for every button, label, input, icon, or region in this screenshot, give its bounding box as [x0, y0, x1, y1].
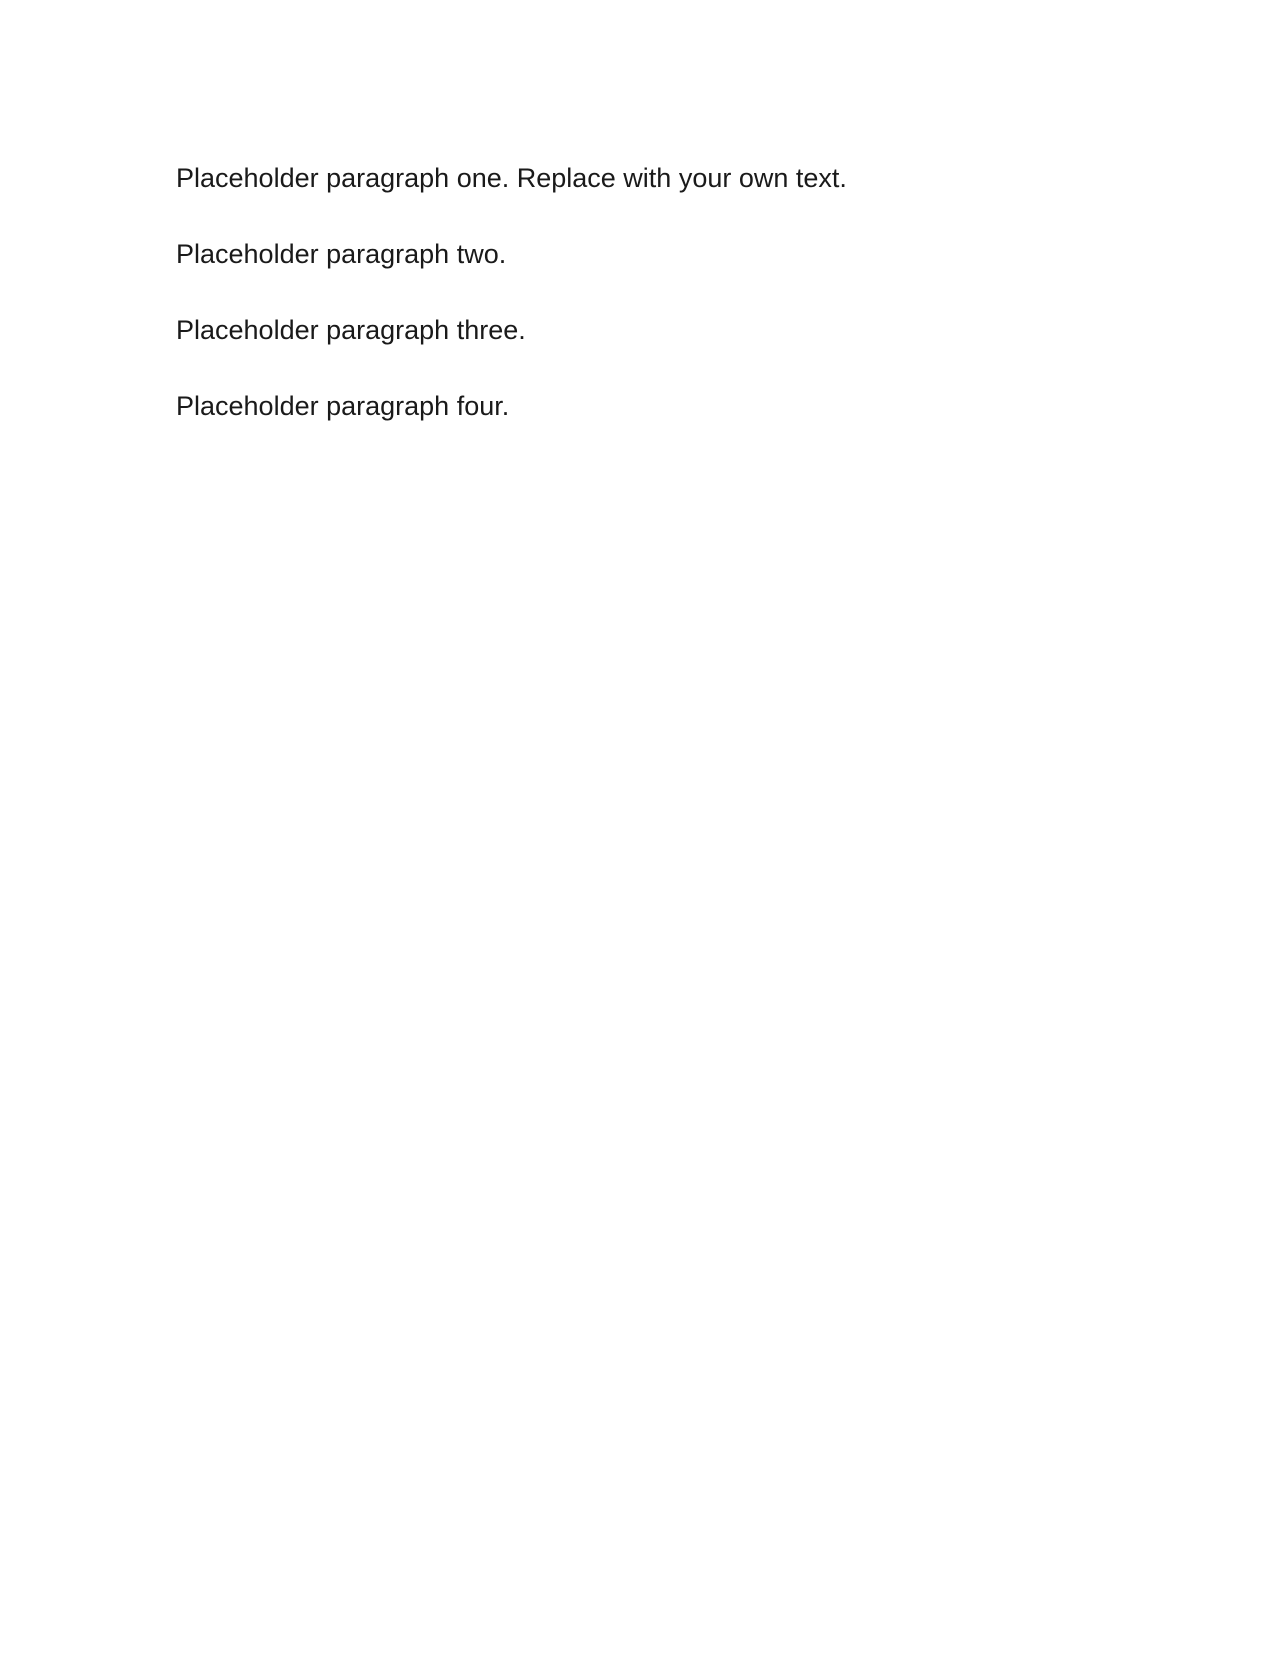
paragraph-3: Placeholder paragraph three. [176, 315, 526, 345]
paragraph-1: Placeholder paragraph one. Replace with your own text. [176, 163, 847, 193]
paragraph-2: Placeholder paragraph two. [176, 239, 507, 269]
paragraph-4: Placeholder paragraph four. [176, 391, 510, 421]
